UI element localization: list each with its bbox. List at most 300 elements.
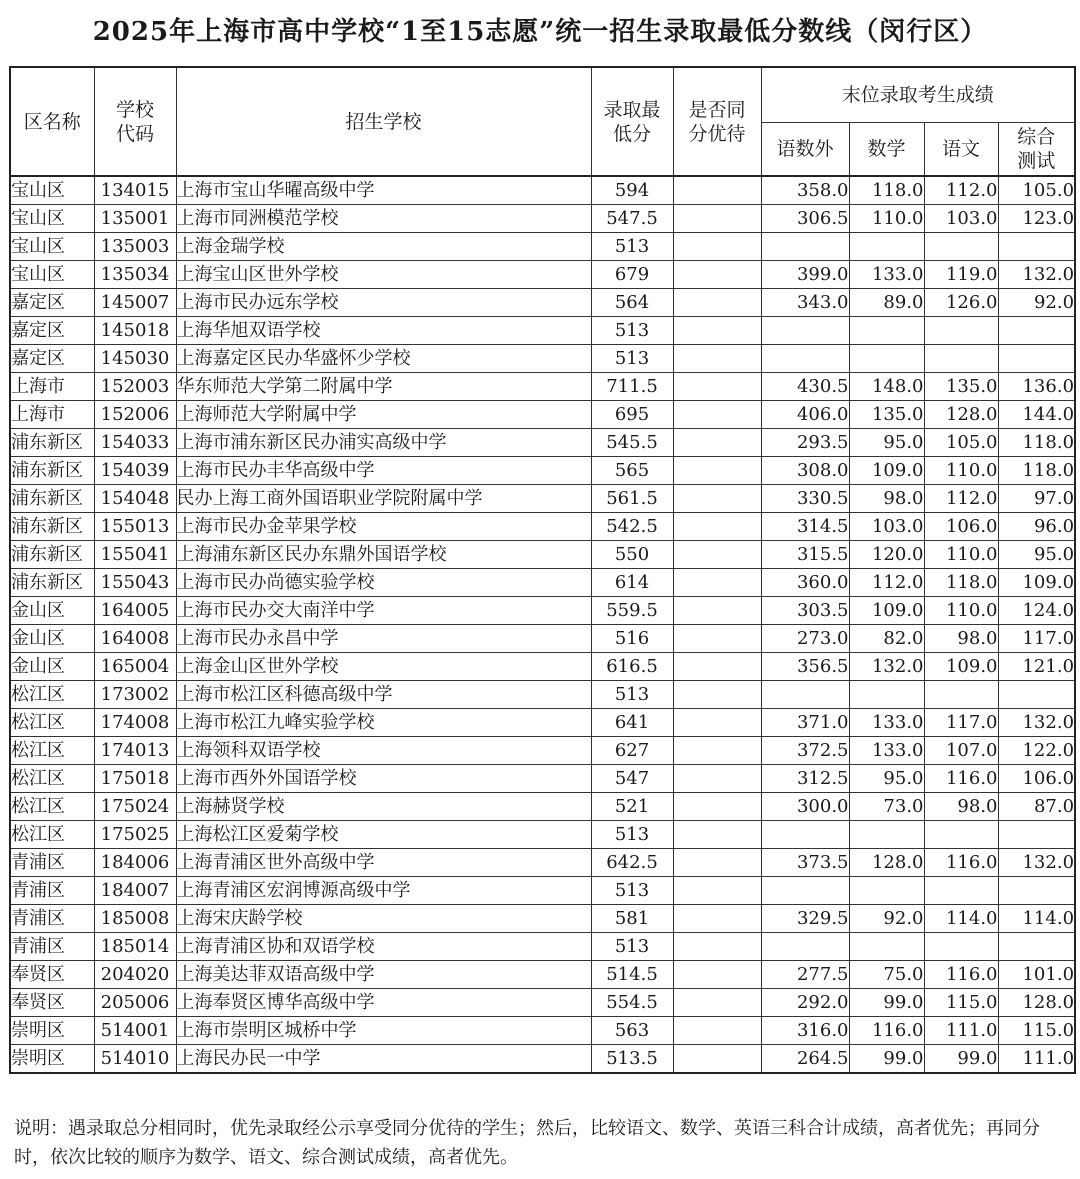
min-score-cell: 563 xyxy=(591,1017,673,1045)
tie-priority-cell xyxy=(673,681,761,709)
chinese-score-cell: 99.0 xyxy=(924,1045,998,1074)
table-row xyxy=(10,905,1075,933)
district-cell: 上海市 xyxy=(10,373,94,401)
tie-priority-cell xyxy=(673,849,761,877)
school-code-cell: 164008 xyxy=(94,625,176,653)
school-code-cell: 185008 xyxy=(94,905,176,933)
min-score-cell: 521 xyxy=(591,793,673,821)
comprehensive-score-cell: 118.0 xyxy=(998,429,1075,457)
tie-priority-cell xyxy=(673,737,761,765)
tie-priority-cell xyxy=(673,709,761,737)
ysw-score-cell: 316.0 xyxy=(761,1017,849,1045)
school-code-cell: 175025 xyxy=(94,821,176,849)
district-cell: 宝山区 xyxy=(10,176,94,205)
ysw-score-cell: 360.0 xyxy=(761,569,849,597)
school-name-cell: 上海市民办交大南洋中学 xyxy=(176,597,591,625)
comprehensive-score-cell xyxy=(998,233,1075,261)
school-code-cell: 154039 xyxy=(94,457,176,485)
school-code-cell: 134015 xyxy=(94,176,176,205)
table-row xyxy=(10,1017,1075,1045)
comprehensive-score-cell: 92.0 xyxy=(998,289,1075,317)
chinese-score-cell: 109.0 xyxy=(924,653,998,681)
math-score-cell: 82.0 xyxy=(849,625,924,653)
chinese-score-cell: 112.0 xyxy=(924,176,998,205)
ysw-score-cell: 372.5 xyxy=(761,737,849,765)
min-score-cell: 550 xyxy=(591,541,673,569)
math-score-cell: 73.0 xyxy=(849,793,924,821)
table-row xyxy=(10,765,1075,793)
table-row xyxy=(10,877,1075,905)
math-score-cell: 89.0 xyxy=(849,289,924,317)
math-score-cell: 133.0 xyxy=(849,261,924,289)
tie-priority-cell xyxy=(673,261,761,289)
math-score-cell xyxy=(849,345,924,373)
ysw-score-cell xyxy=(761,345,849,373)
math-score-cell xyxy=(849,233,924,261)
table-row xyxy=(10,933,1075,961)
chinese-score-cell: 128.0 xyxy=(924,401,998,429)
math-score-cell: 103.0 xyxy=(849,513,924,541)
tie-priority-cell xyxy=(673,989,761,1017)
district-cell: 松江区 xyxy=(10,709,94,737)
comprehensive-score-cell: 132.0 xyxy=(998,709,1075,737)
tie-priority-cell xyxy=(673,289,761,317)
ysw-score-cell: 273.0 xyxy=(761,625,849,653)
table-row xyxy=(10,176,1075,205)
tie-priority-cell xyxy=(673,765,761,793)
table-row xyxy=(10,569,1075,597)
chinese-score-cell xyxy=(924,317,998,345)
school-name-cell: 上海市宝山华曜高级中学 xyxy=(176,176,591,205)
table-row xyxy=(10,653,1075,681)
min-score-cell: 513 xyxy=(591,933,673,961)
admission-score-table xyxy=(9,66,1076,1074)
math-score-cell: 148.0 xyxy=(849,373,924,401)
table-row xyxy=(10,513,1075,541)
table-row xyxy=(10,457,1075,485)
school-code-cell: 145030 xyxy=(94,345,176,373)
comprehensive-score-cell xyxy=(998,933,1075,961)
school-code-cell: 184006 xyxy=(94,849,176,877)
min-score-cell: 513 xyxy=(591,877,673,905)
district-cell: 松江区 xyxy=(10,681,94,709)
district-cell: 金山区 xyxy=(10,597,94,625)
tie-priority-cell xyxy=(673,933,761,961)
ysw-score-cell: 356.5 xyxy=(761,653,849,681)
ysw-score-cell: 406.0 xyxy=(761,401,849,429)
district-cell: 浦东新区 xyxy=(10,513,94,541)
chinese-score-cell: 115.0 xyxy=(924,989,998,1017)
ysw-score-cell xyxy=(761,317,849,345)
ysw-score-cell: 330.5 xyxy=(761,485,849,513)
min-score-cell: 513 xyxy=(591,345,673,373)
math-score-cell xyxy=(849,681,924,709)
math-score-cell: 99.0 xyxy=(849,1045,924,1074)
table-row xyxy=(10,401,1075,429)
ysw-score-cell: 371.0 xyxy=(761,709,849,737)
table-header xyxy=(10,67,1075,176)
tie-priority-cell xyxy=(673,793,761,821)
school-code-cell: 174013 xyxy=(94,737,176,765)
school-name-cell: 上海市浦东新区民办浦实高级中学 xyxy=(176,429,591,457)
tie-priority-cell xyxy=(673,625,761,653)
district-cell: 浦东新区 xyxy=(10,569,94,597)
tie-priority-cell xyxy=(673,597,761,625)
school-name-cell: 上海奉贤区博华高级中学 xyxy=(176,989,591,1017)
comprehensive-score-cell: 121.0 xyxy=(998,653,1075,681)
ysw-score-cell: 358.0 xyxy=(761,176,849,205)
tie-priority-cell xyxy=(673,345,761,373)
chinese-score-cell: 118.0 xyxy=(924,569,998,597)
school-name-cell: 上海嘉定区民办华盛怀少学校 xyxy=(176,345,591,373)
comprehensive-score-cell: 132.0 xyxy=(998,261,1075,289)
chinese-score-cell: 110.0 xyxy=(924,597,998,625)
ysw-score-cell: 264.5 xyxy=(761,1045,849,1074)
min-score-cell: 679 xyxy=(591,261,673,289)
district-cell: 嘉定区 xyxy=(10,345,94,373)
chinese-score-cell: 117.0 xyxy=(924,709,998,737)
math-score-cell xyxy=(849,877,924,905)
district-cell: 青浦区 xyxy=(10,877,94,905)
district-cell: 松江区 xyxy=(10,765,94,793)
tie-priority-cell xyxy=(673,905,761,933)
math-score-cell: 112.0 xyxy=(849,569,924,597)
math-score-cell: 128.0 xyxy=(849,849,924,877)
header-min-score-text: 录取最低分 xyxy=(603,98,661,145)
chinese-score-cell: 119.0 xyxy=(924,261,998,289)
school-name-cell: 上海市同洲模范学校 xyxy=(176,205,591,233)
district-cell: 浦东新区 xyxy=(10,485,94,513)
comprehensive-score-cell xyxy=(998,877,1075,905)
school-code-cell: 145007 xyxy=(94,289,176,317)
school-name-cell: 上海市西外外国语学校 xyxy=(176,765,591,793)
school-code-cell: 155041 xyxy=(94,541,176,569)
table-row xyxy=(10,485,1075,513)
ysw-score-cell: 373.5 xyxy=(761,849,849,877)
min-score-cell: 513 xyxy=(591,681,673,709)
school-name-cell: 上海市崇明区城桥中学 xyxy=(176,1017,591,1045)
tie-priority-cell xyxy=(673,1045,761,1074)
comprehensive-score-cell: 118.0 xyxy=(998,457,1075,485)
min-score-cell: 616.5 xyxy=(591,653,673,681)
comprehensive-score-cell xyxy=(998,317,1075,345)
math-score-cell: 92.0 xyxy=(849,905,924,933)
min-score-cell: 564 xyxy=(591,289,673,317)
school-code-cell: 205006 xyxy=(94,989,176,1017)
min-score-cell: 547 xyxy=(591,765,673,793)
comprehensive-score-cell: 111.0 xyxy=(998,1045,1075,1074)
chinese-score-cell: 98.0 xyxy=(924,625,998,653)
school-code-cell: 164005 xyxy=(94,597,176,625)
district-cell: 上海市 xyxy=(10,401,94,429)
comprehensive-score-cell: 109.0 xyxy=(998,569,1075,597)
comprehensive-score-cell: 105.0 xyxy=(998,176,1075,205)
math-score-cell: 109.0 xyxy=(849,457,924,485)
table-row xyxy=(10,233,1075,261)
header-school-code-text: 学校代码 xyxy=(115,98,154,145)
school-code-cell: 185014 xyxy=(94,933,176,961)
min-score-cell: 514.5 xyxy=(591,961,673,989)
header-min-score xyxy=(591,67,673,176)
district-cell: 金山区 xyxy=(10,653,94,681)
chinese-score-cell: 107.0 xyxy=(924,737,998,765)
comprehensive-score-cell: 123.0 xyxy=(998,205,1075,233)
ysw-score-cell: 329.5 xyxy=(761,905,849,933)
tie-priority-cell xyxy=(673,485,761,513)
table-row xyxy=(10,261,1075,289)
school-name-cell: 上海松江区爱菊学校 xyxy=(176,821,591,849)
school-code-cell: 175024 xyxy=(94,793,176,821)
min-score-cell: 545.5 xyxy=(591,429,673,457)
table-row xyxy=(10,1045,1075,1074)
tie-priority-cell xyxy=(673,373,761,401)
min-score-cell: 642.5 xyxy=(591,849,673,877)
header-chinese: 语文 xyxy=(924,123,998,177)
footnote: 说明：遇录取总分相同时，优先录取经公示享受同分优待的学生；然后，比较语文、数学、英语三科合计成绩，高者优先；再同分时，依次比较的顺序为数学、语文、综合测试成绩，高者优先。 xyxy=(14,1118,1040,1168)
school-name-cell: 上海民办民一中学 xyxy=(176,1045,591,1074)
table-row xyxy=(10,681,1075,709)
min-score-cell: 542.5 xyxy=(591,513,673,541)
math-score-cell xyxy=(849,933,924,961)
school-name-cell: 上海金瑞学校 xyxy=(176,233,591,261)
school-name-cell: 民办上海工商外国语职业学院附属中学 xyxy=(176,485,591,513)
min-score-cell: 513 xyxy=(591,317,673,345)
math-score-cell: 116.0 xyxy=(849,1017,924,1045)
school-code-cell: 184007 xyxy=(94,877,176,905)
tie-priority-cell xyxy=(673,429,761,457)
ysw-score-cell: 399.0 xyxy=(761,261,849,289)
chinese-score-cell: 103.0 xyxy=(924,205,998,233)
tie-priority-cell xyxy=(673,513,761,541)
table-row xyxy=(10,317,1075,345)
chinese-score-cell: 116.0 xyxy=(924,849,998,877)
tie-priority-cell xyxy=(673,457,761,485)
ysw-score-cell xyxy=(761,933,849,961)
min-score-cell: 627 xyxy=(591,737,673,765)
table-row xyxy=(10,373,1075,401)
comprehensive-score-cell: 144.0 xyxy=(998,401,1075,429)
tie-priority-cell xyxy=(673,569,761,597)
tie-priority-cell xyxy=(673,821,761,849)
header-math: 数学 xyxy=(849,123,924,177)
school-name-cell: 上海领科双语学校 xyxy=(176,737,591,765)
min-score-cell: 559.5 xyxy=(591,597,673,625)
district-cell: 宝山区 xyxy=(10,261,94,289)
min-score-cell: 547.5 xyxy=(591,205,673,233)
school-code-cell: 173002 xyxy=(94,681,176,709)
min-score-cell: 711.5 xyxy=(591,373,673,401)
school-name-cell: 上海市民办远东学校 xyxy=(176,289,591,317)
header-district: 区名称 xyxy=(10,67,94,176)
math-score-cell xyxy=(849,821,924,849)
math-score-cell: 75.0 xyxy=(849,961,924,989)
district-cell: 崇明区 xyxy=(10,1017,94,1045)
table-row xyxy=(10,205,1075,233)
ysw-score-cell: 292.0 xyxy=(761,989,849,1017)
ysw-score-cell: 315.5 xyxy=(761,541,849,569)
header-school-name: 招生学校 xyxy=(176,67,591,176)
district-cell: 宝山区 xyxy=(10,205,94,233)
school-code-cell: 175018 xyxy=(94,765,176,793)
table-row xyxy=(10,961,1075,989)
school-name-cell: 上海青浦区宏润博源高级中学 xyxy=(176,877,591,905)
math-score-cell: 98.0 xyxy=(849,485,924,513)
school-code-cell: 152003 xyxy=(94,373,176,401)
school-code-cell: 135034 xyxy=(94,261,176,289)
ysw-score-cell: 303.5 xyxy=(761,597,849,625)
school-code-cell: 155013 xyxy=(94,513,176,541)
tie-priority-cell xyxy=(673,205,761,233)
comprehensive-score-cell: 136.0 xyxy=(998,373,1075,401)
tie-priority-cell xyxy=(673,233,761,261)
header-tie-priority-text: 是否同分优待 xyxy=(688,98,746,145)
school-name-cell: 上海市民办丰华高级中学 xyxy=(176,457,591,485)
table-row xyxy=(10,541,1075,569)
chinese-score-cell xyxy=(924,681,998,709)
chinese-score-cell: 110.0 xyxy=(924,541,998,569)
table-row xyxy=(10,849,1075,877)
table-row xyxy=(10,625,1075,653)
min-score-cell: 554.5 xyxy=(591,989,673,1017)
district-cell: 青浦区 xyxy=(10,849,94,877)
chinese-score-cell xyxy=(924,821,998,849)
comprehensive-score-cell xyxy=(998,345,1075,373)
min-score-cell: 513 xyxy=(591,821,673,849)
district-cell: 浦东新区 xyxy=(10,429,94,457)
math-score-cell: 95.0 xyxy=(849,765,924,793)
table-row xyxy=(10,597,1075,625)
school-name-cell: 华东师范大学第二附属中学 xyxy=(176,373,591,401)
district-cell: 奉贤区 xyxy=(10,989,94,1017)
math-score-cell: 95.0 xyxy=(849,429,924,457)
chinese-score-cell: 105.0 xyxy=(924,429,998,457)
school-name-cell: 上海青浦区世外高级中学 xyxy=(176,849,591,877)
school-code-cell: 514001 xyxy=(94,1017,176,1045)
page-title: 2025年上海市高中学校“1至15志愿”统一招生录取最低分数线（闵行区） xyxy=(92,17,988,47)
district-cell: 浦东新区 xyxy=(10,541,94,569)
district-cell: 浦东新区 xyxy=(10,457,94,485)
chinese-score-cell xyxy=(924,233,998,261)
school-name-cell: 上海青浦区协和双语学校 xyxy=(176,933,591,961)
chinese-score-cell: 110.0 xyxy=(924,457,998,485)
school-code-cell: 135003 xyxy=(94,233,176,261)
district-cell: 青浦区 xyxy=(10,905,94,933)
table-row xyxy=(10,709,1075,737)
math-score-cell: 132.0 xyxy=(849,653,924,681)
table-row xyxy=(10,345,1075,373)
school-name-cell: 上海宋庆龄学校 xyxy=(176,905,591,933)
district-cell: 崇明区 xyxy=(10,1045,94,1074)
table-row xyxy=(10,989,1075,1017)
comprehensive-score-cell: 97.0 xyxy=(998,485,1075,513)
school-code-cell: 204020 xyxy=(94,961,176,989)
chinese-score-cell: 106.0 xyxy=(924,513,998,541)
math-score-cell: 118.0 xyxy=(849,176,924,205)
comprehensive-score-cell xyxy=(998,821,1075,849)
school-code-cell: 155043 xyxy=(94,569,176,597)
min-score-cell: 561.5 xyxy=(591,485,673,513)
tie-priority-cell xyxy=(673,877,761,905)
math-score-cell: 99.0 xyxy=(849,989,924,1017)
comprehensive-score-cell: 87.0 xyxy=(998,793,1075,821)
school-name-cell: 上海华旭双语学校 xyxy=(176,317,591,345)
comprehensive-score-cell: 114.0 xyxy=(998,905,1075,933)
district-cell: 金山区 xyxy=(10,625,94,653)
tie-priority-cell xyxy=(673,401,761,429)
ysw-score-cell xyxy=(761,233,849,261)
table-row xyxy=(10,793,1075,821)
min-score-cell: 581 xyxy=(591,905,673,933)
ysw-score-cell: 343.0 xyxy=(761,289,849,317)
school-name-cell: 上海赫贤学校 xyxy=(176,793,591,821)
ysw-score-cell: 306.5 xyxy=(761,205,849,233)
table-row xyxy=(10,737,1075,765)
tie-priority-cell xyxy=(673,961,761,989)
comprehensive-score-cell: 101.0 xyxy=(998,961,1075,989)
ysw-score-cell: 430.5 xyxy=(761,373,849,401)
chinese-score-cell: 111.0 xyxy=(924,1017,998,1045)
school-code-cell: 154033 xyxy=(94,429,176,457)
school-name-cell: 上海宝山区世外学校 xyxy=(176,261,591,289)
header-school-code xyxy=(94,67,176,176)
math-score-cell: 120.0 xyxy=(849,541,924,569)
chinese-score-cell: 116.0 xyxy=(924,765,998,793)
comprehensive-score-cell: 122.0 xyxy=(998,737,1075,765)
comprehensive-score-cell xyxy=(998,681,1075,709)
tie-priority-cell xyxy=(673,317,761,345)
district-cell: 松江区 xyxy=(10,821,94,849)
ysw-score-cell xyxy=(761,877,849,905)
comprehensive-score-cell: 106.0 xyxy=(998,765,1075,793)
district-cell: 奉贤区 xyxy=(10,961,94,989)
chinese-score-cell: 98.0 xyxy=(924,793,998,821)
district-cell: 青浦区 xyxy=(10,933,94,961)
comprehensive-score-cell: 124.0 xyxy=(998,597,1075,625)
school-name-cell: 上海市民办金苹果学校 xyxy=(176,513,591,541)
min-score-cell: 614 xyxy=(591,569,673,597)
min-score-cell: 513.5 xyxy=(591,1045,673,1074)
comprehensive-score-cell: 115.0 xyxy=(998,1017,1075,1045)
ysw-score-cell xyxy=(761,821,849,849)
school-code-cell: 152006 xyxy=(94,401,176,429)
tie-priority-cell xyxy=(673,653,761,681)
min-score-cell: 641 xyxy=(591,709,673,737)
header-tie-priority xyxy=(673,67,761,176)
ysw-score-cell: 300.0 xyxy=(761,793,849,821)
chinese-score-cell: 114.0 xyxy=(924,905,998,933)
header-last-admitted-scores: 末位录取考生成绩 xyxy=(761,67,1075,123)
school-name-cell: 上海市松江区科德高级中学 xyxy=(176,681,591,709)
chinese-score-cell xyxy=(924,933,998,961)
min-score-cell: 695 xyxy=(591,401,673,429)
ysw-score-cell: 308.0 xyxy=(761,457,849,485)
chinese-score-cell: 135.0 xyxy=(924,373,998,401)
min-score-cell: 594 xyxy=(591,176,673,205)
school-code-cell: 154048 xyxy=(94,485,176,513)
school-code-cell: 135001 xyxy=(94,205,176,233)
comprehensive-score-cell: 95.0 xyxy=(998,541,1075,569)
table-row xyxy=(10,429,1075,457)
school-code-cell: 514010 xyxy=(94,1045,176,1074)
chinese-score-cell xyxy=(924,345,998,373)
math-score-cell: 133.0 xyxy=(849,737,924,765)
chinese-score-cell: 116.0 xyxy=(924,961,998,989)
math-score-cell: 110.0 xyxy=(849,205,924,233)
school-code-cell: 145018 xyxy=(94,317,176,345)
district-cell: 嘉定区 xyxy=(10,317,94,345)
school-name-cell: 上海市民办尚德实验学校 xyxy=(176,569,591,597)
header-ysw: 语数外 xyxy=(761,123,849,177)
